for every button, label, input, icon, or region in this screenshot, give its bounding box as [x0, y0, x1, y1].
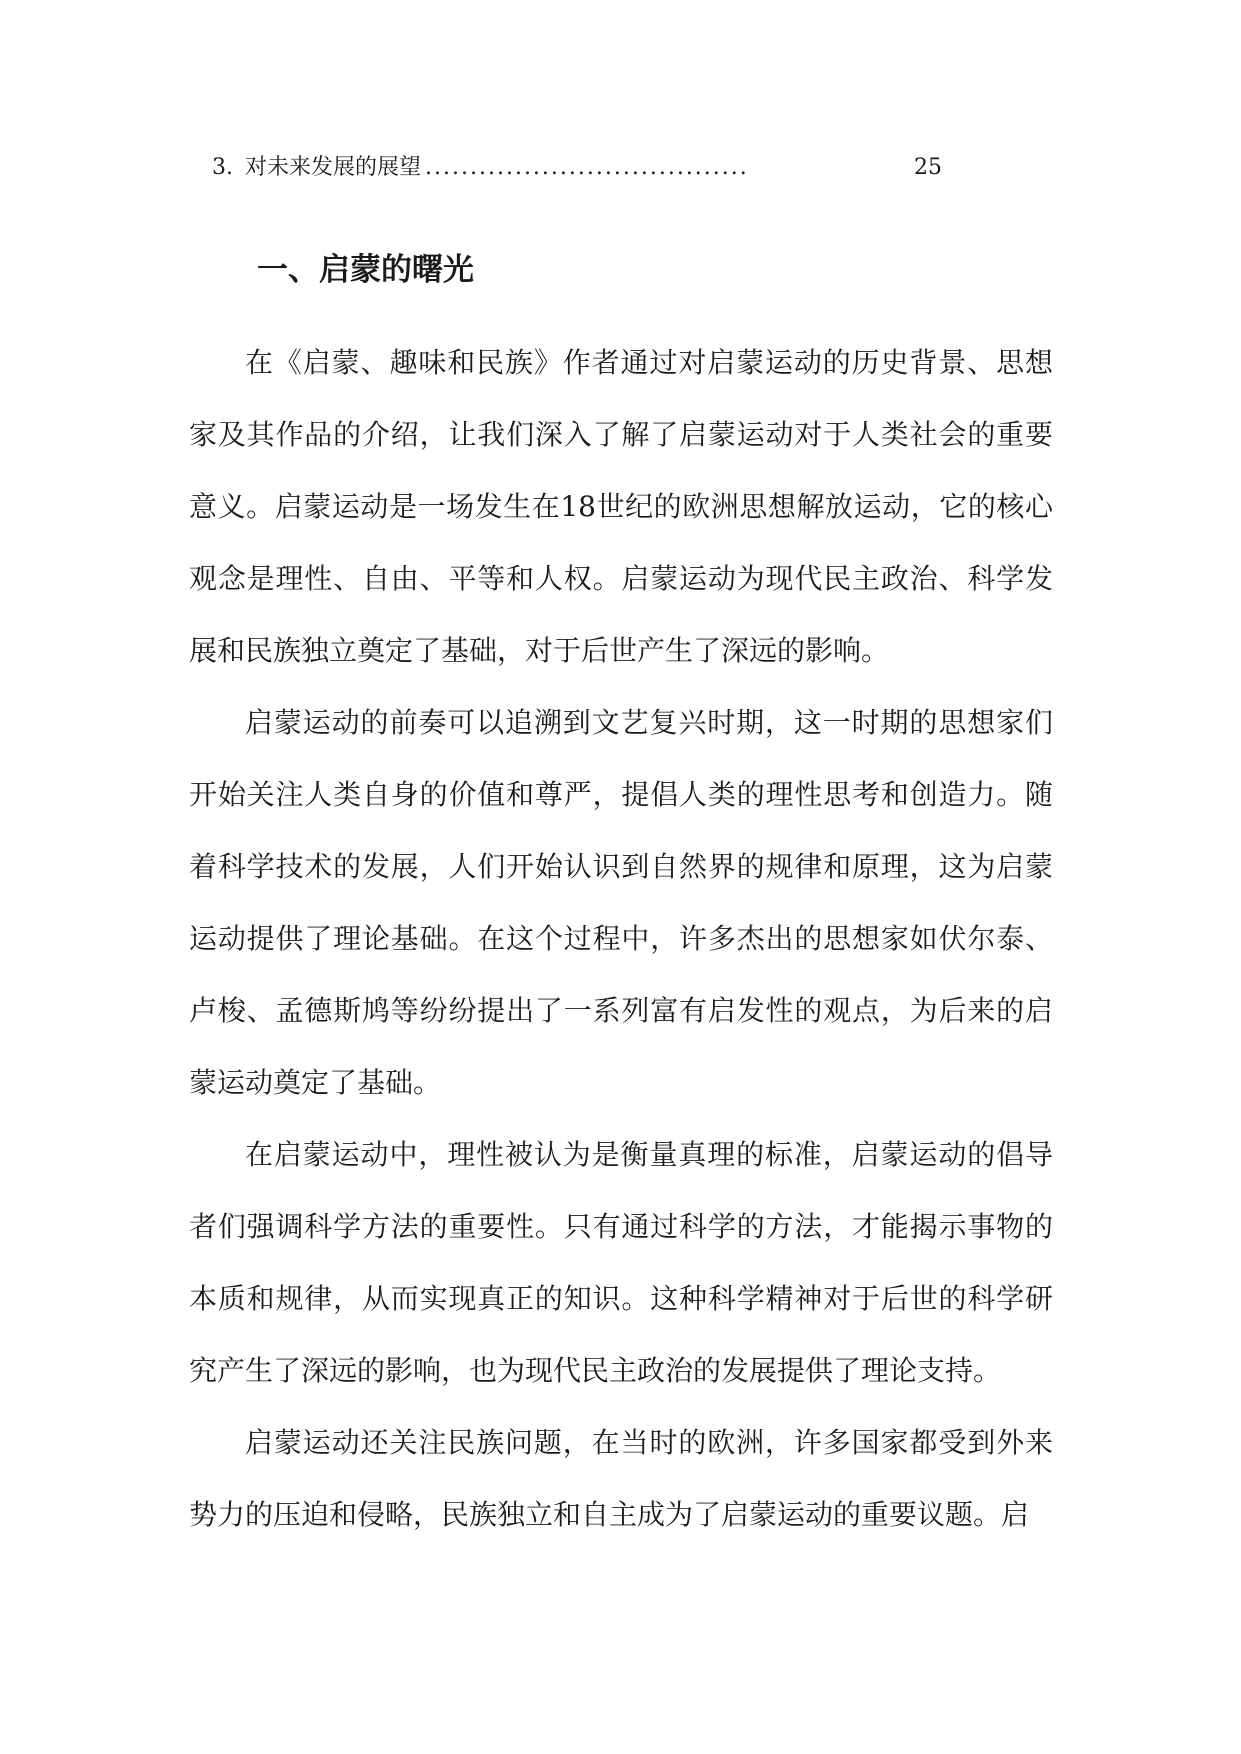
paragraph-2: 启蒙运动的前奏可以追溯到文艺复兴时期，这一时期的思想家们开始关注人类自身的价值和尊严，提倡人类的理性思考和创造力。随着科学技术的发展，人们开始认识到自然界的规律和原理，这为启蒙运动提供了理论基础。在这个过程中，许多杰出的思想家如伏尔泰、卢梭、孟德斯鸠等纷纷提出了一系列富有启发性的观点，为后来的启蒙运动奠定了基础。	[189, 706, 1053, 1099]
toc-dot-leader: ....................................	[425, 155, 749, 180]
toc-entry-number: 3.	[212, 155, 233, 180]
section-heading: 一、启蒙的曙光	[257, 252, 474, 288]
toc-entry	[212, 148, 942, 188]
toc-entry-title: 对未来发展的展望	[245, 155, 422, 180]
paragraph-4: 启蒙运动还关注民族问题，在当时的欧洲，许多国家都受到外来势力的压迫和侵略，民族独立和自主成为了启蒙运动的重要议题。启	[189, 1426, 1053, 1531]
toc-page-number: 25	[914, 155, 942, 180]
paragraph-1: 在《启蒙、趣味和民族》作者通过对启蒙运动的历史背景、思想家及其作品的介绍，让我们深入了解了启蒙运动对于人类社会的重要意义。启蒙运动是一场发生在18世纪的欧洲思想解放运动，它的核心观念是理性、自由、平等和人权。启蒙运动为现代民主政治、科学发展和民族独立奠定了基础，对于后世产生了深远的影响。	[189, 346, 1053, 667]
paragraph-3: 在启蒙运动中，理性被认为是衡量真理的标准，启蒙运动的倡导者们强调科学方法的重要性。只有通过科学的方法，才能揭示事物的本质和规律，从而实现真正的知识。这种科学精神对于后世的科学研究产生了深远的影响，也为现代民主政治的发展提供了理论支持。	[189, 1138, 1053, 1387]
section-body	[189, 327, 1053, 1551]
